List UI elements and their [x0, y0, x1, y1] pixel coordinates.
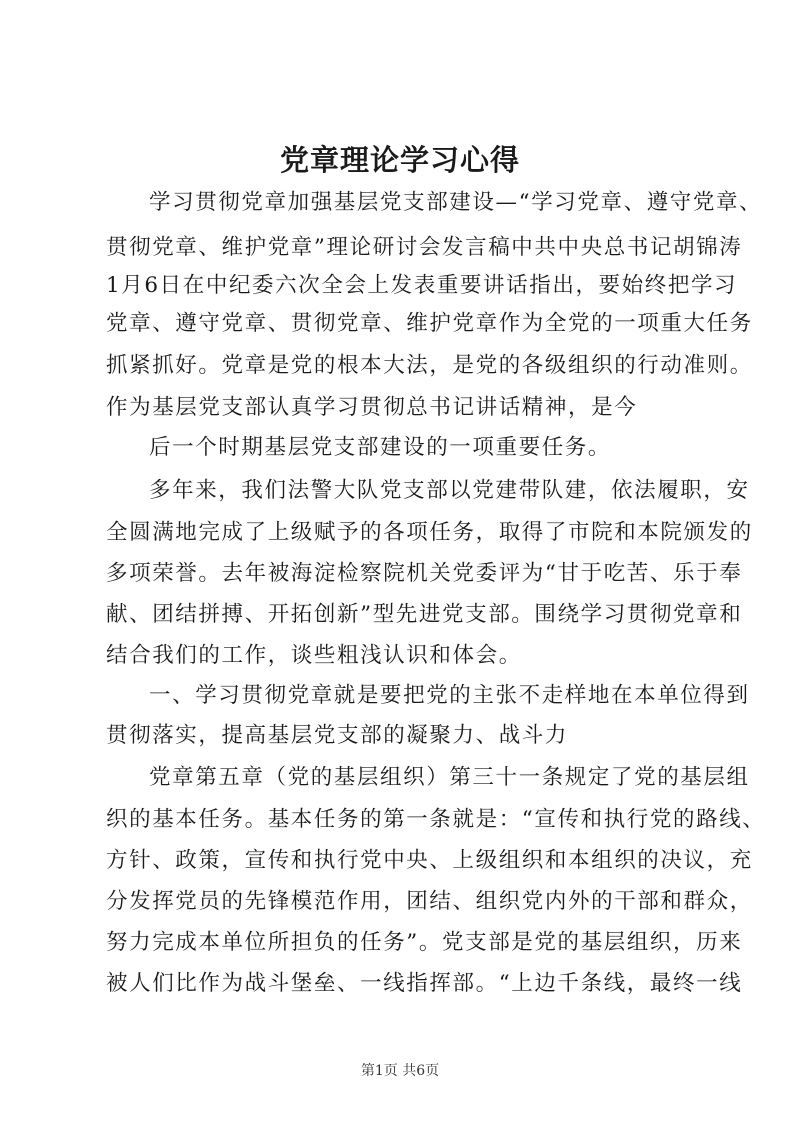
paragraph-line: 作为基层党支部认真学习贯彻总书记讲话精神，是今 — [106, 395, 638, 420]
section-heading-line: 一、学习贯彻党章就是要把党的主张不走样地在本单位得到 — [149, 683, 750, 708]
page-number-footer: 第1页 共6页 — [360, 1063, 440, 1079]
paragraph-line: 抓紧抓好。党章是党的根本大法，是党的各级组织的行动准则。 — [106, 353, 753, 378]
paragraph-line: 多项荣誉。去年被海淀检察院机关党委评为“甘于吃苦、乐于奉 — [106, 561, 743, 586]
paragraph-line: 努力完成本单位所担负的任务”。党支部是党的基层组织，历来 — [106, 930, 743, 955]
paragraph-line: 党章、遵守党章、贯彻党章、维护党章作为全党的一项重大任务 — [106, 311, 753, 336]
paragraph-line: 多年来，我们法警大队党支部以党建带队建，依法履职，安 — [149, 478, 750, 503]
section-heading-line: 贯彻落实，提高基层党支部的凝聚力、战斗力 — [106, 723, 569, 748]
paragraph-line: 1月6日在中纪委六次全会上发表重要讲话指出，要始终把学习 — [106, 273, 738, 298]
paragraph-line: 学习贯彻党章加强基层党支部建设—“学习党章、遵守党章、 — [149, 190, 763, 215]
paragraph-line: 献、团结拼搏、开拓创新”型先进党支部。围绕学习贯彻党章和 — [106, 602, 743, 627]
paragraph-line: 后一个时期基层党支部建设的一项重要任务。 — [149, 435, 612, 460]
paragraph-line: 贯彻党章、维护党章”理论研讨会发言稿中共中央总书记胡锦涛 — [106, 235, 743, 260]
document-title: 党章理论学习心得 — [279, 143, 520, 177]
paragraph-line: 党章第五章（党的基层组织）第三十一条规定了党的基层组 — [149, 765, 750, 790]
paragraph-line: 结合我们的工作，谈些粗浅认识和体会。 — [106, 643, 522, 668]
paragraph-line: 方针、政策，宣传和执行党中央、上级组织和本组织的决议，充 — [106, 848, 753, 873]
paragraph-line: 全圆满地完成了上级赋予的各项任务，取得了市院和本院颁发的 — [106, 520, 753, 545]
paragraph-line: 分发挥党员的先锋模范作用，团结、组织党内外的干部和群众， — [106, 889, 753, 914]
paragraph-line: 织的基本任务。基本任务的第一条就是：“宣传和执行党的路线、 — [106, 807, 766, 832]
paragraph-line: 被人们比作为战斗堡垒、一线指挥部。“上边千条线，最终一线 — [106, 971, 743, 996]
